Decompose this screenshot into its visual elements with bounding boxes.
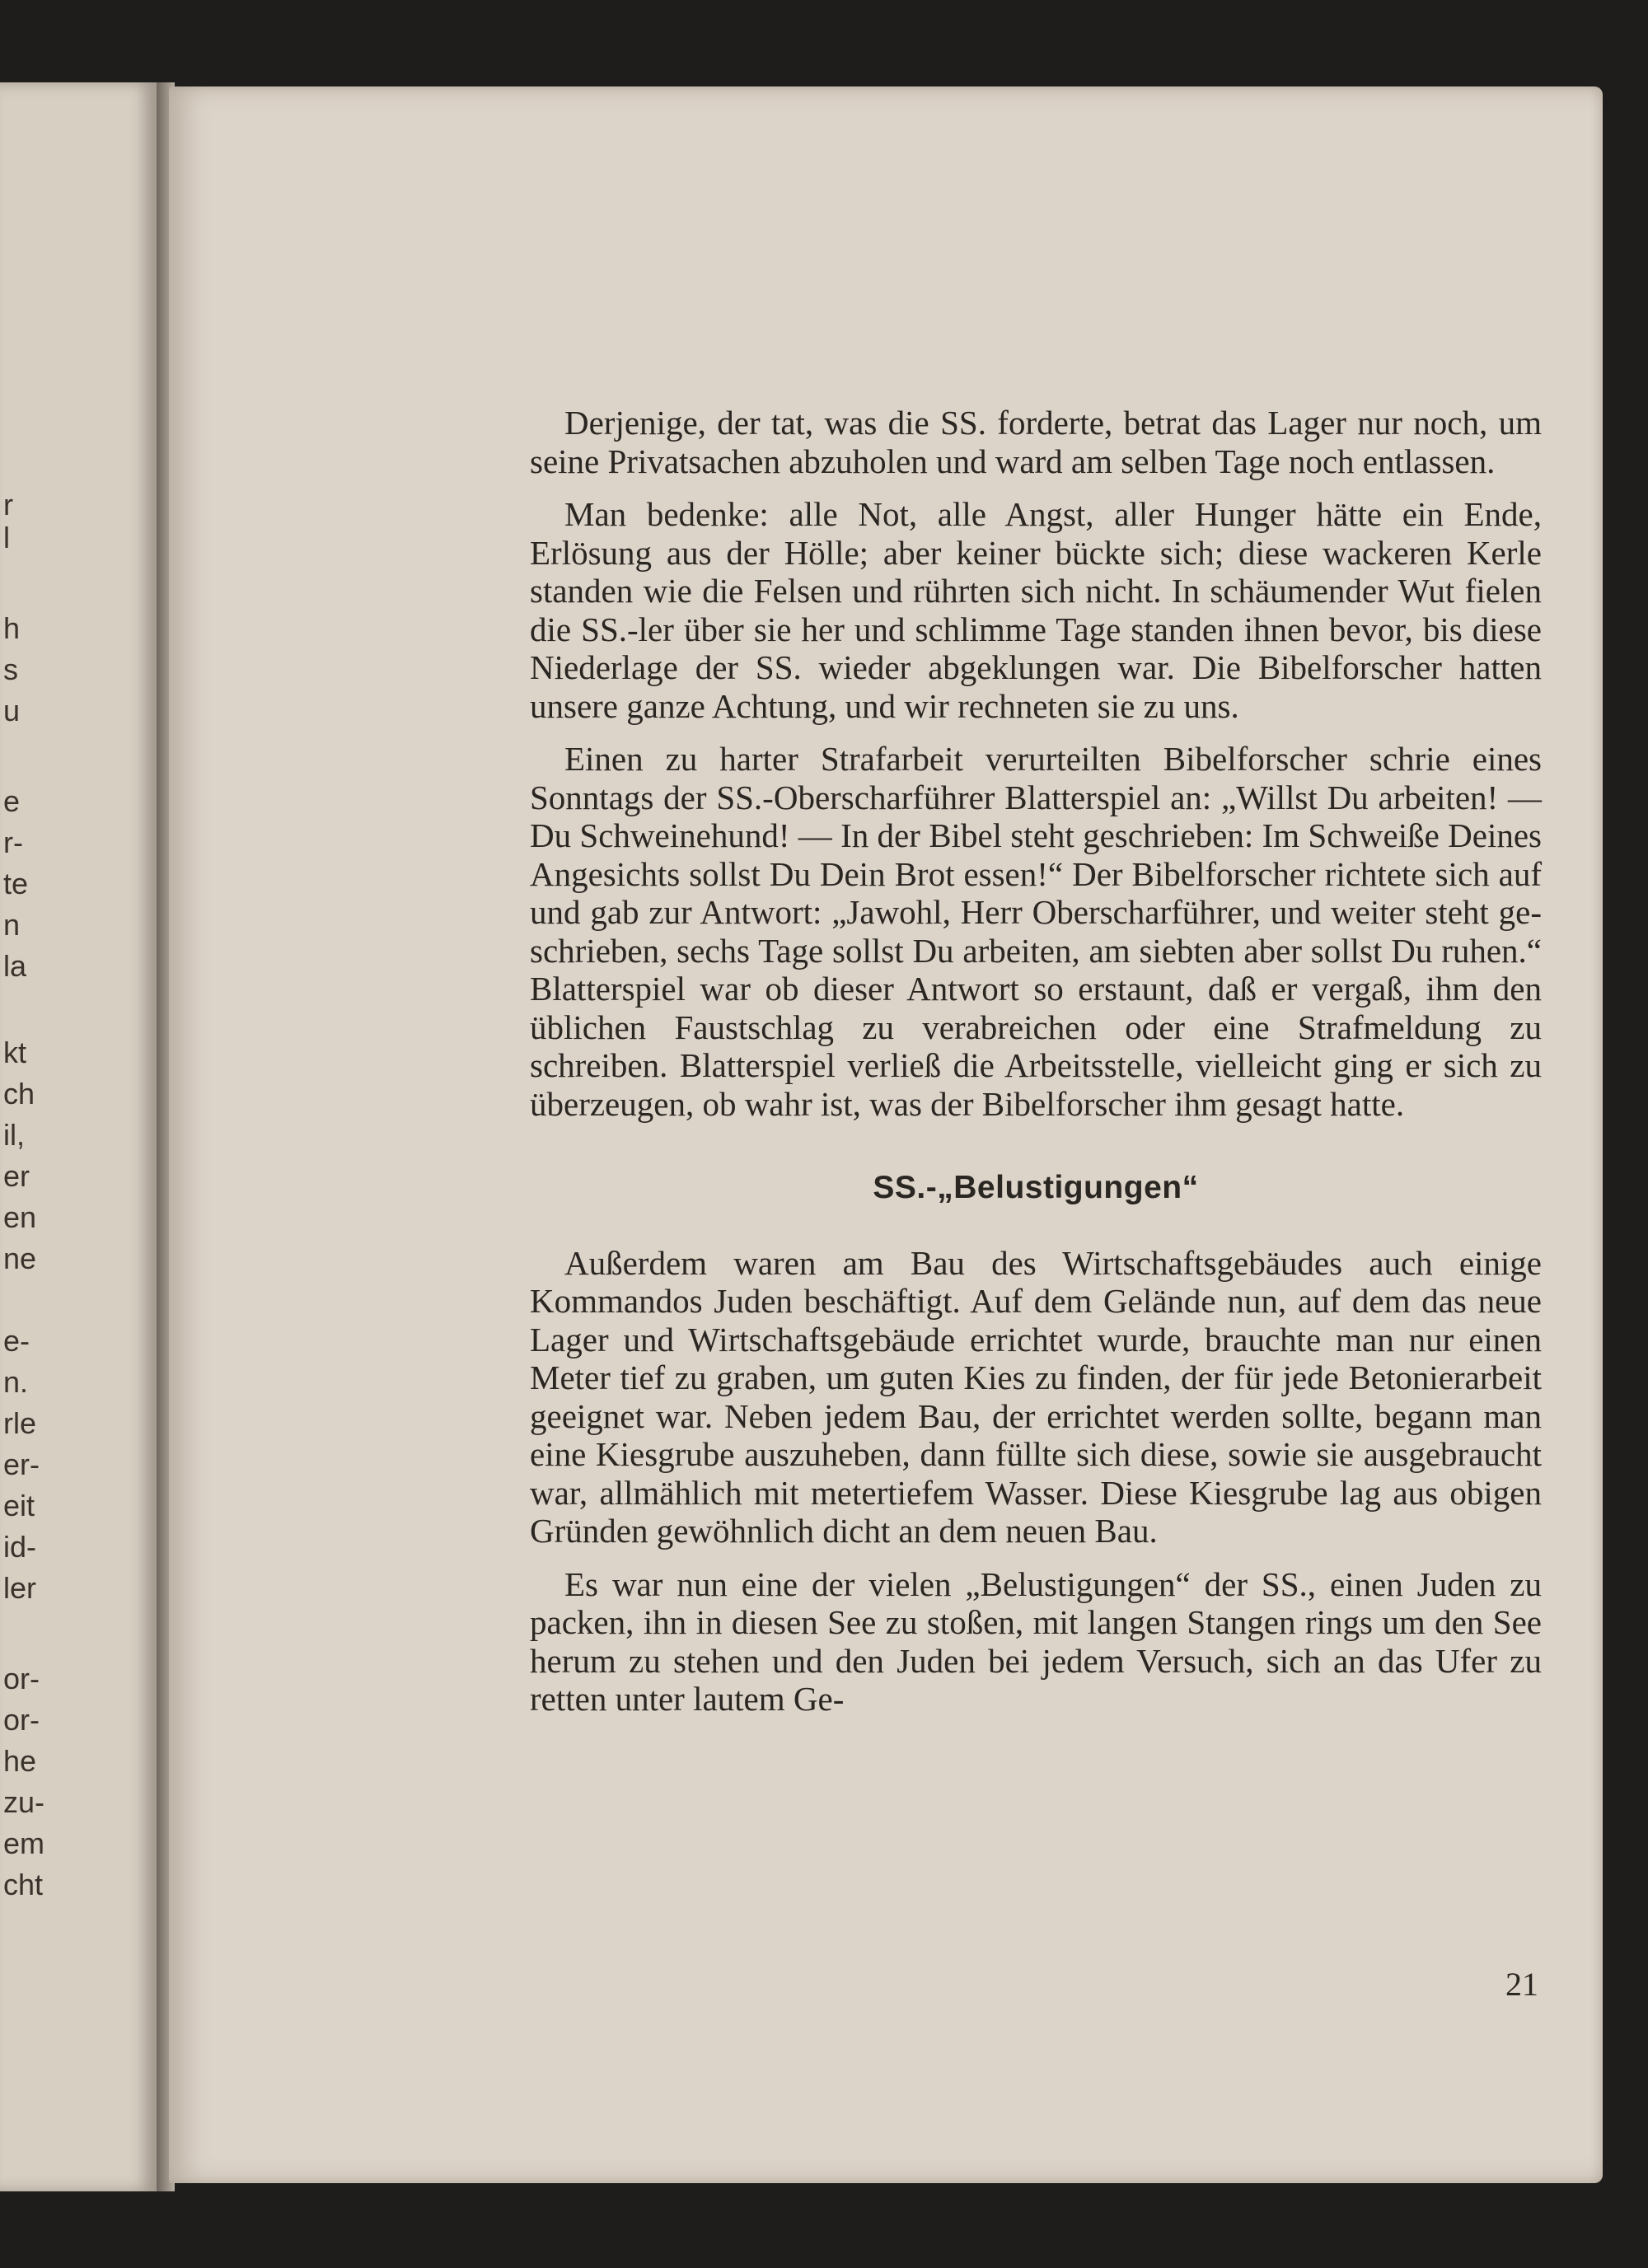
- left-page-fragment: or-: [3, 1662, 40, 1695]
- paragraph: Außerdem waren am Bau des Wirtschaftsgebäudes auch einige Kommandos Juden beschäftigt. Auf dem Gelände nun, auf dem das neue Lager und Wirtschaftsgebäude errichtet wurde, brauchte man nur einen Meter tief zu graben, um guten Kies zu finden, der für jede Betonierarbeit geeignet war. Neben jedem Bau, der errichtet werden sollte, begann man eine Kiesgrube auszuheben, dann füllte sich diese, sowie sie ausgebraucht war, allmählich mit metertiefem Wasser. Diese Kiesgrube lag aus obigen Gründen gewöhnlich dicht an dem neuen Bau.: [530, 1243, 1542, 1550]
- left-page-fragment: h: [3, 611, 21, 645]
- left-facing-page: [0, 82, 159, 2191]
- left-page-fragment: ler: [3, 1571, 37, 1605]
- left-page-fragment: id-: [3, 1530, 37, 1564]
- left-page-fragment: te: [3, 867, 29, 900]
- left-page-fragment: er: [3, 1159, 30, 1193]
- left-page-fragment: ne: [3, 1242, 37, 1275]
- left-page-fragment: r: [3, 488, 13, 521]
- paragraph: Einen zu harter Strafarbeit verurteilten Bibelforscher schrie eines Sonntags der SS.-Oberscharführer Blatterspiel an: „Willst Du arbeiten! — Du Schweinehund! — In der Bibel steht geschrieben: Im Schweiße Deines Angesichts sollst Du Dein Brot essen!“ Der Bibelforscher richtete sich auf und gab zur Antwort: „Jawohl, Herr Oberscharführer, und weiter steht geschrieben, sechs Tage sollst Du arbeiten, am siebten aber sollst Du ruhen.“ Blatterspiel war ob dieser Antwort so erstaunt, daß er vergaß, ihm den üblichen Faustschlag zu verabreichen oder eine Strafmeldung zu schreiben. Blatterspiel verließ die Arbeitsstelle, vielleicht ging er sich zu überzeugen, ob wahr ist, was der Bibelforscher ihm gesagt hatte.: [530, 740, 1542, 1123]
- left-page-fragment: kt: [3, 1036, 27, 1069]
- left-page-fragment: rle: [3, 1406, 37, 1440]
- left-page-fragment: r-: [3, 825, 23, 859]
- book-page: [169, 87, 1603, 2183]
- page-number: 21: [1505, 1966, 1538, 2003]
- left-page-fragment: l: [3, 521, 10, 554]
- left-page-fragment: e: [3, 784, 21, 818]
- left-page-fragment: cht: [3, 1868, 44, 1901]
- paragraph: Man bedenke: alle Not, alle Angst, aller Hunger hätte ein Ende, Erlösung aus der Hölle; aber keiner bückte sich; diese wackeren Kerle standen wie die Felsen und rührten sich nicht. In schäumender Wut fielen die SS.-ler über sie her und schlimme Tage standen ihnen bevor, bis diese Niederlage der SS. wieder abgeklungen war. Die Bibelforscher hatten unsere ganze Achtung, und wir rechneten sie zu uns.: [530, 495, 1542, 725]
- left-page-fragment: ch: [3, 1077, 35, 1111]
- left-page-fragment: or-: [3, 1703, 40, 1737]
- paragraph: Es war nun eine der vielen „Belustigungen“ der SS., einen Juden zu packen, ihn in diesen See zu stoßen, mit langen Stangen rings um den See herum zu stehen und den Juden bei jedem Versuch, sich an das Ufer zu retten unter lautem Ge-: [530, 1564, 1542, 1718]
- left-page-fragment: eit: [3, 1489, 35, 1522]
- left-page-fragment: em: [3, 1826, 45, 1860]
- left-page-fragment: n: [3, 908, 21, 942]
- left-page-fragment: n.: [3, 1365, 29, 1399]
- left-page-fragment: zu-: [3, 1785, 45, 1819]
- left-page-fragment: en: [3, 1200, 37, 1234]
- left-page-fragment: u: [3, 694, 21, 727]
- left-page-fragment: er-: [3, 1447, 40, 1481]
- left-page-fragment: s: [3, 652, 18, 686]
- section-heading: SS.-„Belustigungen“: [873, 1170, 1199, 1205]
- left-page-fragment: he: [3, 1744, 37, 1778]
- paragraph: Derjenige, der tat, was die SS. forderte, betrat das Lager nur noch, um seine Privatsachen abzuholen und ward am selben Tage noch entlassen.: [530, 404, 1542, 480]
- page-body: [530, 404, 1542, 1733]
- left-page-fragment: la: [3, 949, 27, 983]
- left-page-fragment: il,: [3, 1118, 25, 1152]
- left-page-fragment: e-: [3, 1324, 30, 1358]
